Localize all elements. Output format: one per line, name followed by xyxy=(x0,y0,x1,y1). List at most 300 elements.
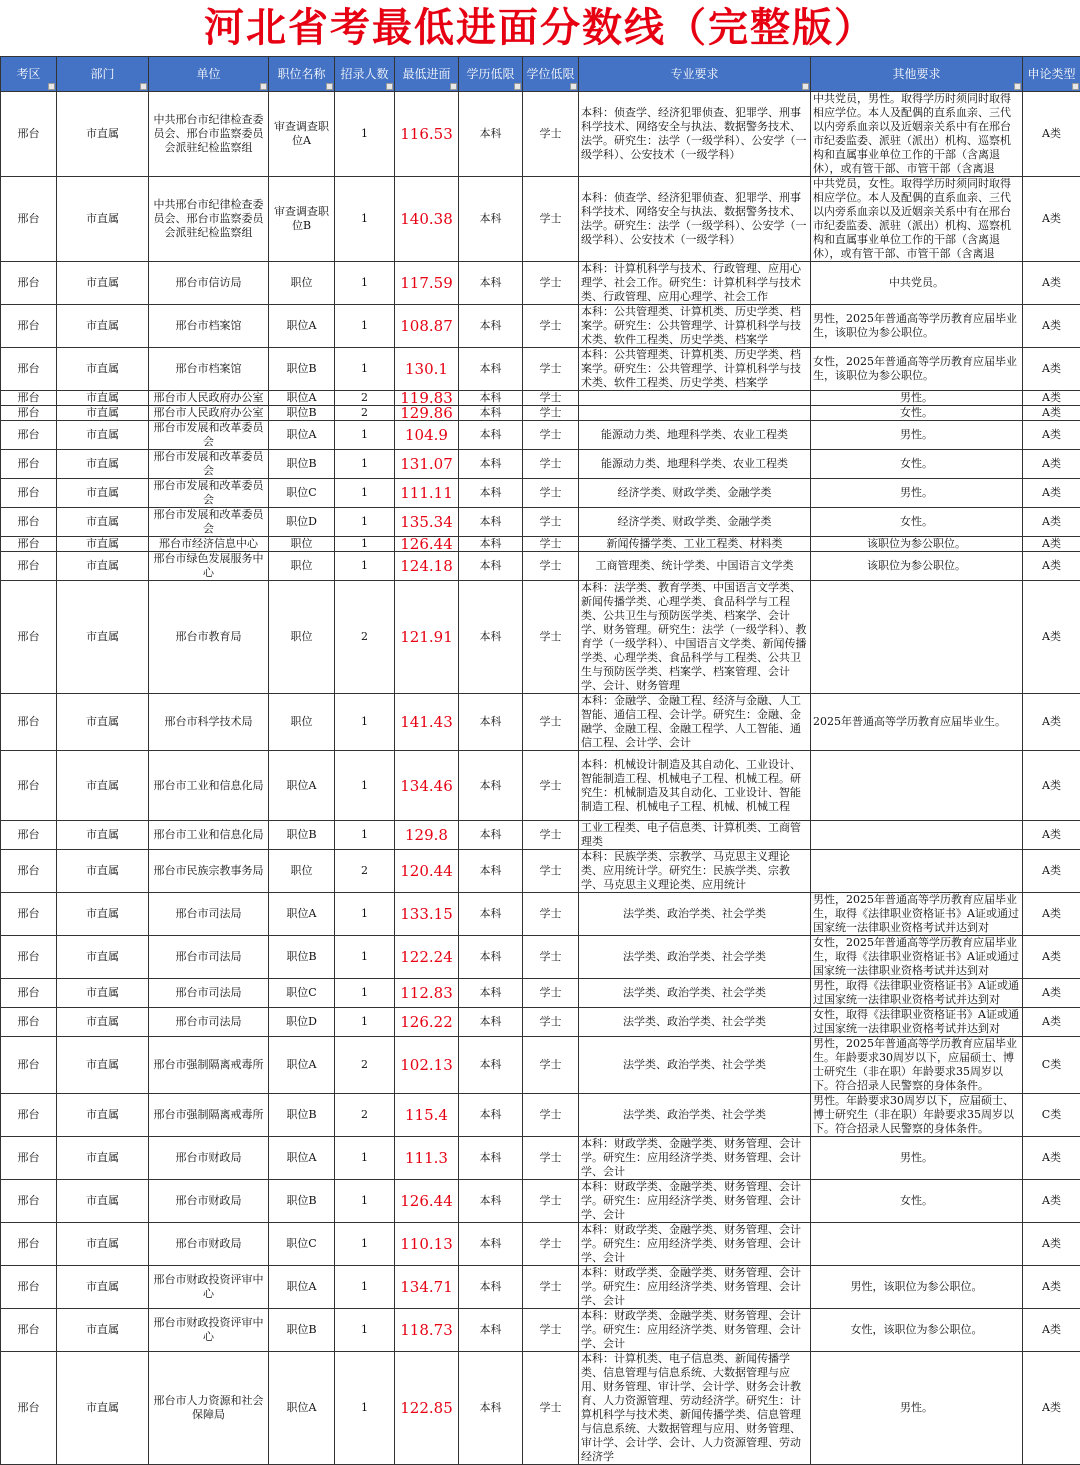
cell-min-score: 134.46 xyxy=(395,751,459,821)
cell-min-degree: 学士 xyxy=(523,177,579,262)
cell-department: 市直属 xyxy=(57,1266,149,1309)
cell-exam-area: 邢台 xyxy=(1,177,57,262)
cell-position-name: 职位A xyxy=(269,893,335,936)
cell-other-requirement: 男性，2025年普通高等学历教育应届毕业生，该职位为参公职位。 xyxy=(811,305,1023,348)
cell-major-requirement: 本科：财政学类、金融学类、财务管理、会计学。研究生：应用经济学类、财务管理、会计学、会计 xyxy=(579,1180,811,1223)
cell-position-name: 职位D xyxy=(269,508,335,537)
cell-unit: 邢台市工业和信息化局 xyxy=(149,821,269,850)
cell-exam-area: 邢台 xyxy=(1,406,57,421)
table-row xyxy=(1,821,1080,850)
cell-exam-area: 邢台 xyxy=(1,581,57,694)
cell-department: 市直属 xyxy=(57,1223,149,1266)
cell-essay-type: C类 xyxy=(1023,1037,1080,1094)
cell-recruit-count: 1 xyxy=(335,694,395,751)
cell-major-requirement: 工商管理类、统计学类、中国语言文学类 xyxy=(579,552,811,581)
table-row xyxy=(1,850,1080,893)
cell-position-name: 职位B xyxy=(269,936,335,979)
cell-recruit-count: 1 xyxy=(335,751,395,821)
cell-unit: 邢台市绿色发展服务中心 xyxy=(149,552,269,581)
cell-min-education: 本科 xyxy=(459,1266,523,1309)
cell-essay-type: C类 xyxy=(1023,1094,1080,1137)
cell-min-education: 本科 xyxy=(459,305,523,348)
cell-min-degree: 学士 xyxy=(523,1137,579,1180)
cell-exam-area: 邢台 xyxy=(1,1180,57,1223)
cell-essay-type: A类 xyxy=(1023,1266,1080,1309)
column-header-min-degree[interactable]: 学位低限 xyxy=(523,57,579,92)
filter-dropdown-icon[interactable] xyxy=(802,83,809,90)
cell-min-score: 134.71 xyxy=(395,1266,459,1309)
cell-other-requirement: 男性。 xyxy=(811,1352,1023,1465)
cell-position-name: 职位 xyxy=(269,552,335,581)
cell-unit: 邢台市财政局 xyxy=(149,1223,269,1266)
table-row xyxy=(1,936,1080,979)
cell-position-name: 职位A xyxy=(269,1352,335,1465)
cell-recruit-count: 1 xyxy=(335,936,395,979)
cell-essay-type: A类 xyxy=(1023,850,1080,893)
cell-unit: 邢台市司法局 xyxy=(149,936,269,979)
cell-major-requirement: 本科：计算机类、电子信息类、新闻传播学类、信息管理与信息系统、大数据管理与应用、财务管理、审计学、会计学、财务会计教育、人力资源管理、劳动经济学。研究生：计算机科学与技术类、新闻传播学类、信息管理与信息系统、大数据管理与应用、财务管理、审计学、会计学、会计、人力资源管理、劳动经济学 xyxy=(579,1352,811,1465)
table-row xyxy=(1,1008,1080,1037)
cell-position-name: 职位 xyxy=(269,694,335,751)
cell-unit: 邢台市人民政府办公室 xyxy=(149,391,269,406)
cell-exam-area: 邢台 xyxy=(1,893,57,936)
cell-position-name: 职位A xyxy=(269,1037,335,1094)
cell-recruit-count: 2 xyxy=(335,581,395,694)
cell-department: 市直属 xyxy=(57,1309,149,1352)
column-header-other-requirement[interactable]: 其他要求 xyxy=(811,57,1023,92)
cell-essay-type: A类 xyxy=(1023,552,1080,581)
cell-department: 市直属 xyxy=(57,936,149,979)
cell-unit: 邢台市档案馆 xyxy=(149,305,269,348)
cell-min-score: 117.59 xyxy=(395,262,459,305)
column-header-department[interactable]: 部门 xyxy=(57,57,149,92)
cell-recruit-count: 1 xyxy=(335,552,395,581)
cell-min-degree: 学士 xyxy=(523,305,579,348)
cell-min-score: 124.18 xyxy=(395,552,459,581)
cell-major-requirement: 经济学类、财政学类、金融学类 xyxy=(579,479,811,508)
cell-other-requirement: 中共党员。 xyxy=(811,262,1023,305)
cell-min-degree: 学士 xyxy=(523,850,579,893)
cell-unit: 邢台市人力资源和社会保障局 xyxy=(149,1352,269,1465)
cell-position-name: 职位 xyxy=(269,850,335,893)
cell-major-requirement: 法学类、政治学类、社会学类 xyxy=(579,1008,811,1037)
cell-min-degree: 学士 xyxy=(523,751,579,821)
cell-essay-type: A类 xyxy=(1023,262,1080,305)
cell-min-education: 本科 xyxy=(459,348,523,391)
cell-major-requirement: 能源动力类、地理科学类、农业工程类 xyxy=(579,421,811,450)
cell-essay-type: A类 xyxy=(1023,391,1080,406)
cell-recruit-count: 1 xyxy=(335,479,395,508)
cell-min-education: 本科 xyxy=(459,508,523,537)
cell-other-requirement: 男性。 xyxy=(811,421,1023,450)
cell-exam-area: 邢台 xyxy=(1,1094,57,1137)
cell-min-score: 112.83 xyxy=(395,979,459,1008)
column-header-essay-type[interactable]: 申论类型 xyxy=(1023,57,1080,92)
cell-position-name: 职位C xyxy=(269,979,335,1008)
cell-major-requirement: 新闻传播学类、工业工程类、材料类 xyxy=(579,537,811,552)
cell-department: 市直属 xyxy=(57,552,149,581)
cell-position-name: 职位A xyxy=(269,751,335,821)
cell-essay-type: A类 xyxy=(1023,1008,1080,1037)
cell-unit: 邢台市经济信息中心 xyxy=(149,537,269,552)
cell-department: 市直属 xyxy=(57,406,149,421)
cell-essay-type: A类 xyxy=(1023,177,1080,262)
cell-department: 市直属 xyxy=(57,479,149,508)
cell-min-score: 129.86 xyxy=(395,406,459,421)
filter-dropdown-icon[interactable] xyxy=(386,83,393,90)
cell-other-requirement: 男性。 xyxy=(811,479,1023,508)
cell-min-education: 本科 xyxy=(459,1094,523,1137)
filter-dropdown-icon[interactable] xyxy=(260,83,267,90)
cell-recruit-count: 2 xyxy=(335,850,395,893)
cell-exam-area: 邢台 xyxy=(1,1008,57,1037)
cell-major-requirement: 本科：法学类、教育学类、中国语言文学类、新闻传播学类、心理学类、食品科学与工程类、公共卫生与预防医学类、档案学、会计学、财务管理。研究生：法学（一级学科）、教育学（一级学科）、中国语言文学类、新闻传播学类、心理学类、食品科学与工程类、公共卫生与预防医学类、档案学、档案管理、会计学、会计、财务管理 xyxy=(579,581,811,694)
table-row xyxy=(1,581,1080,694)
cell-department: 市直属 xyxy=(57,1008,149,1037)
cell-exam-area: 邢台 xyxy=(1,751,57,821)
cell-exam-area: 邢台 xyxy=(1,552,57,581)
cell-essay-type: A类 xyxy=(1023,936,1080,979)
cell-major-requirement: 经济学类、财政学类、金融学类 xyxy=(579,508,811,537)
cell-recruit-count: 1 xyxy=(335,821,395,850)
column-header-min-score[interactable]: 最低进面 xyxy=(395,57,459,92)
cell-major-requirement: 法学类、政治学类、社会学类 xyxy=(579,1094,811,1137)
cell-other-requirement xyxy=(811,1223,1023,1266)
table-row xyxy=(1,1309,1080,1352)
cell-unit: 邢台市财政投资评审中心 xyxy=(149,1309,269,1352)
cell-unit: 邢台市司法局 xyxy=(149,979,269,1008)
cell-department: 市直属 xyxy=(57,850,149,893)
filter-dropdown-icon[interactable] xyxy=(570,83,577,90)
cell-min-education: 本科 xyxy=(459,850,523,893)
cell-exam-area: 邢台 xyxy=(1,1309,57,1352)
cell-recruit-count: 2 xyxy=(335,1094,395,1137)
cell-exam-area: 邢台 xyxy=(1,305,57,348)
cell-position-name: 职位 xyxy=(269,537,335,552)
cell-min-education: 本科 xyxy=(459,450,523,479)
cell-min-score: 119.83 xyxy=(395,391,459,406)
cell-other-requirement xyxy=(811,850,1023,893)
cell-exam-area: 邢台 xyxy=(1,450,57,479)
cell-major-requirement: 法学类、政治学类、社会学类 xyxy=(579,1037,811,1094)
cell-unit: 邢台市人民政府办公室 xyxy=(149,406,269,421)
cell-min-degree: 学士 xyxy=(523,581,579,694)
cell-recruit-count: 1 xyxy=(335,893,395,936)
table-row xyxy=(1,537,1080,552)
cell-min-education: 本科 xyxy=(459,1037,523,1094)
cell-other-requirement: 女性。 xyxy=(811,450,1023,479)
table-row xyxy=(1,1037,1080,1094)
cell-min-score: 133.15 xyxy=(395,893,459,936)
filter-dropdown-icon[interactable] xyxy=(514,83,521,90)
cell-min-score: 104.9 xyxy=(395,421,459,450)
cell-recruit-count: 1 xyxy=(335,1137,395,1180)
column-header-unit[interactable]: 单位 xyxy=(149,57,269,92)
cell-other-requirement: 男性，取得《法律职业资格证书》A证或通过国家统一法律职业资格考试并达到对 xyxy=(811,979,1023,1008)
table-row xyxy=(1,479,1080,508)
table-row xyxy=(1,421,1080,450)
cell-min-degree: 学士 xyxy=(523,893,579,936)
column-header-min-education[interactable]: 学历低限 xyxy=(459,57,523,92)
cell-min-score: 116.53 xyxy=(395,92,459,177)
cell-min-score: 121.91 xyxy=(395,581,459,694)
cell-min-score: 135.34 xyxy=(395,508,459,537)
column-header-major-requirement[interactable]: 专业要求 xyxy=(579,57,811,92)
cell-position-name: 职位B xyxy=(269,450,335,479)
cell-min-degree: 学士 xyxy=(523,479,579,508)
cell-department: 市直属 xyxy=(57,979,149,1008)
cell-unit: 邢台市教育局 xyxy=(149,581,269,694)
cell-min-education: 本科 xyxy=(459,177,523,262)
cell-unit: 邢台市发展和改革委员会 xyxy=(149,450,269,479)
cell-essay-type: A类 xyxy=(1023,1137,1080,1180)
cell-exam-area: 邢台 xyxy=(1,694,57,751)
cell-major-requirement: 本科：侦查学、经济犯罪侦查、犯罪学、刑事科学技术、网络安全与执法、数据警务技术、法学。研究生：法学（一级学科）、公安学（一级学科）、公安技术（一级学科） xyxy=(579,92,811,177)
cell-min-score: 122.24 xyxy=(395,936,459,979)
cell-min-score: 126.44 xyxy=(395,537,459,552)
cell-min-degree: 学士 xyxy=(523,694,579,751)
cell-department: 市直属 xyxy=(57,177,149,262)
filter-dropdown-icon[interactable] xyxy=(450,83,457,90)
cell-min-score: 118.73 xyxy=(395,1309,459,1352)
cell-min-education: 本科 xyxy=(459,936,523,979)
cell-min-education: 本科 xyxy=(459,893,523,936)
cell-essay-type: A类 xyxy=(1023,479,1080,508)
page-title: 河北省考最低进面分数线（完整版） xyxy=(0,0,1080,56)
cell-min-education: 本科 xyxy=(459,92,523,177)
table-row xyxy=(1,1352,1080,1465)
cell-min-degree: 学士 xyxy=(523,1309,579,1352)
cell-min-education: 本科 xyxy=(459,479,523,508)
cell-unit: 邢台市强制隔离戒毒所 xyxy=(149,1037,269,1094)
cell-essay-type: A类 xyxy=(1023,751,1080,821)
cell-major-requirement: 本科：金融学、金融工程、经济与金融、人工智能、通信工程、会计学。研究生：金融、金融学、金融工程、金融工程学、人工智能、通信工程、会计学、会计 xyxy=(579,694,811,751)
cell-other-requirement: 女性。 xyxy=(811,508,1023,537)
cell-other-requirement xyxy=(811,581,1023,694)
cell-department: 市直属 xyxy=(57,391,149,406)
cell-exam-area: 邢台 xyxy=(1,821,57,850)
cell-department: 市直属 xyxy=(57,421,149,450)
cell-department: 市直属 xyxy=(57,694,149,751)
cell-unit: 邢台市司法局 xyxy=(149,1008,269,1037)
cell-position-name: 职位B xyxy=(269,348,335,391)
column-header-exam-area[interactable]: 考区 xyxy=(1,57,57,92)
table-row xyxy=(1,92,1080,177)
cell-position-name: 职位B xyxy=(269,1309,335,1352)
cell-other-requirement: 男性。 xyxy=(811,391,1023,406)
cell-other-requirement: 男性，2025年普通高等学历教育应届毕业生，取得《法律职业资格证书》A证或通过国家统一法律职业资格考试并达到对 xyxy=(811,893,1023,936)
cell-min-education: 本科 xyxy=(459,406,523,421)
cell-major-requirement: 本科：财政学类、金融学类、财务管理、会计学。研究生：应用经济学类、财务管理、会计学、会计 xyxy=(579,1223,811,1266)
table-row xyxy=(1,751,1080,821)
cell-recruit-count: 1 xyxy=(335,1008,395,1037)
cell-department: 市直属 xyxy=(57,1037,149,1094)
cell-other-requirement xyxy=(811,821,1023,850)
column-header-position-name[interactable]: 职位名称 xyxy=(269,57,335,92)
cell-position-name: 职位A xyxy=(269,1137,335,1180)
cell-other-requirement: 男性。年龄要求30周岁以下，应届硕士、博士研究生（非在职）年龄要求35周岁以下。符合招录人民警察的身体条件。 xyxy=(811,1094,1023,1137)
cell-min-education: 本科 xyxy=(459,552,523,581)
cell-min-education: 本科 xyxy=(459,391,523,406)
cell-min-score: 126.22 xyxy=(395,1008,459,1037)
filter-dropdown-icon[interactable] xyxy=(1014,83,1021,90)
cell-recruit-count: 1 xyxy=(335,537,395,552)
cell-exam-area: 邢台 xyxy=(1,479,57,508)
filter-dropdown-icon[interactable] xyxy=(140,83,147,90)
table-row xyxy=(1,406,1080,421)
cell-position-name: 职位A xyxy=(269,1266,335,1309)
cell-position-name: 职位 xyxy=(269,581,335,694)
cell-recruit-count: 1 xyxy=(335,305,395,348)
cell-min-score: 140.38 xyxy=(395,177,459,262)
cell-department: 市直属 xyxy=(57,1352,149,1465)
cell-min-education: 本科 xyxy=(459,1352,523,1465)
cell-recruit-count: 1 xyxy=(335,177,395,262)
cell-major-requirement: 本科：公共管理类、计算机类、历史学类、档案学。研究生：公共管理学、计算机科学与技术类、软件工程类、历史学类、档案学 xyxy=(579,305,811,348)
cell-exam-area: 邢台 xyxy=(1,850,57,893)
cell-major-requirement: 本科：财政学类、金融学类、财务管理、会计学。研究生：应用经济学类、财务管理、会计学、会计 xyxy=(579,1266,811,1309)
cell-min-education: 本科 xyxy=(459,537,523,552)
cell-position-name: 审查调查职位A xyxy=(269,92,335,177)
cell-min-education: 本科 xyxy=(459,1309,523,1352)
cell-department: 市直属 xyxy=(57,1094,149,1137)
table-row xyxy=(1,979,1080,1008)
cell-min-score: 110.13 xyxy=(395,1223,459,1266)
cell-min-degree: 学士 xyxy=(523,1180,579,1223)
cell-essay-type: A类 xyxy=(1023,1180,1080,1223)
cell-min-degree: 学士 xyxy=(523,92,579,177)
cell-exam-area: 邢台 xyxy=(1,936,57,979)
cell-min-education: 本科 xyxy=(459,821,523,850)
cell-recruit-count: 1 xyxy=(335,1180,395,1223)
cell-min-education: 本科 xyxy=(459,1180,523,1223)
cell-department: 市直属 xyxy=(57,508,149,537)
cell-department: 市直属 xyxy=(57,348,149,391)
cell-min-education: 本科 xyxy=(459,1223,523,1266)
column-header-recruit-count[interactable]: 招录人数 xyxy=(335,57,395,92)
cell-min-education: 本科 xyxy=(459,1137,523,1180)
table-row xyxy=(1,694,1080,751)
cell-exam-area: 邢台 xyxy=(1,92,57,177)
cell-recruit-count: 1 xyxy=(335,421,395,450)
table-row xyxy=(1,552,1080,581)
cell-essay-type: A类 xyxy=(1023,421,1080,450)
cell-min-degree: 学士 xyxy=(523,1223,579,1266)
cell-essay-type: A类 xyxy=(1023,581,1080,694)
cell-other-requirement: 女性，2025年普通高等学历教育应届毕业生，该职位为参公职位。 xyxy=(811,348,1023,391)
cell-other-requirement: 女性，2025年普通高等学历教育应届毕业生，取得《法律职业资格证书》A证或通过国家统一法律职业资格考试并达到对 xyxy=(811,936,1023,979)
cell-unit: 邢台市发展和改革委员会 xyxy=(149,508,269,537)
cell-min-degree: 学士 xyxy=(523,821,579,850)
table-row xyxy=(1,1094,1080,1137)
cell-other-requirement: 男性。 xyxy=(811,1137,1023,1180)
cell-other-requirement: 女性。 xyxy=(811,406,1023,421)
table-row xyxy=(1,1137,1080,1180)
cell-unit: 邢台市发展和改革委员会 xyxy=(149,421,269,450)
cell-exam-area: 邢台 xyxy=(1,508,57,537)
table-row xyxy=(1,1223,1080,1266)
cell-position-name: 职位A xyxy=(269,305,335,348)
cell-major-requirement: 本科：财政学类、金融学类、财务管理、会计学。研究生：应用经济学类、财务管理、会计学、会计 xyxy=(579,1137,811,1180)
cell-other-requirement: 女性，该职位为参公职位。 xyxy=(811,1309,1023,1352)
cell-position-name: 职位B xyxy=(269,1180,335,1223)
filter-dropdown-icon[interactable] xyxy=(326,83,333,90)
cell-major-requirement: 本科：公共管理类、计算机类、历史学类、档案学。研究生：公共管理学、计算机科学与技术类、软件工程类、历史学类、档案学 xyxy=(579,348,811,391)
cell-min-score: 115.4 xyxy=(395,1094,459,1137)
cell-major-requirement: 法学类、政治学类、社会学类 xyxy=(579,979,811,1008)
cell-exam-area: 邢台 xyxy=(1,421,57,450)
cell-department: 市直属 xyxy=(57,821,149,850)
cell-min-degree: 学士 xyxy=(523,348,579,391)
cell-essay-type: A类 xyxy=(1023,821,1080,850)
cell-min-score: 120.44 xyxy=(395,850,459,893)
cell-major-requirement: 法学类、政治学类、社会学类 xyxy=(579,936,811,979)
cell-other-requirement: 女性，取得《法律职业资格证书》A证或通过国家统一法律职业资格考试并达到对 xyxy=(811,1008,1023,1037)
filter-dropdown-icon[interactable] xyxy=(48,83,55,90)
cell-department: 市直属 xyxy=(57,751,149,821)
cell-unit: 邢台市司法局 xyxy=(149,893,269,936)
cell-department: 市直属 xyxy=(57,537,149,552)
cell-min-score: 111.3 xyxy=(395,1137,459,1180)
cell-min-score: 129.8 xyxy=(395,821,459,850)
cell-position-name: 职位B xyxy=(269,821,335,850)
cell-min-score: 130.1 xyxy=(395,348,459,391)
table-row xyxy=(1,305,1080,348)
cell-min-degree: 学士 xyxy=(523,979,579,1008)
cell-min-degree: 学士 xyxy=(523,1094,579,1137)
cell-min-degree: 学士 xyxy=(523,1037,579,1094)
cell-department: 市直属 xyxy=(57,581,149,694)
cell-exam-area: 邢台 xyxy=(1,1037,57,1094)
table-row xyxy=(1,1266,1080,1309)
cell-recruit-count: 2 xyxy=(335,1037,395,1094)
cell-exam-area: 邢台 xyxy=(1,979,57,1008)
cell-essay-type: A类 xyxy=(1023,537,1080,552)
table-row xyxy=(1,893,1080,936)
cell-recruit-count: 1 xyxy=(335,1352,395,1465)
cell-unit: 邢台市民族宗教事务局 xyxy=(149,850,269,893)
cell-other-requirement xyxy=(811,751,1023,821)
cell-recruit-count: 2 xyxy=(335,391,395,406)
cell-department: 市直属 xyxy=(57,1137,149,1180)
cell-min-score: 111.11 xyxy=(395,479,459,508)
table-row xyxy=(1,1180,1080,1223)
cell-other-requirement: 该职位为参公职位。 xyxy=(811,552,1023,581)
table-row xyxy=(1,177,1080,262)
cell-exam-area: 邢台 xyxy=(1,1352,57,1465)
cell-exam-area: 邢台 xyxy=(1,1223,57,1266)
cell-min-education: 本科 xyxy=(459,979,523,1008)
cell-min-education: 本科 xyxy=(459,1008,523,1037)
cell-exam-area: 邢台 xyxy=(1,262,57,305)
cell-min-degree: 学士 xyxy=(523,1008,579,1037)
cell-major-requirement: 本科：机械设计制造及其自动化、工业设计、智能制造工程、机械电子工程、机械工程。研究生：机械制造及其自动化、工业设计、智能制造工程、机械电子工程、机械、机械工程 xyxy=(579,751,811,821)
table-body xyxy=(1,92,1080,1465)
cell-recruit-count: 1 xyxy=(335,979,395,1008)
cell-major-requirement: 工业工程类、电子信息类、计算机类、工商管理类 xyxy=(579,821,811,850)
header-row xyxy=(1,57,1080,92)
filter-dropdown-icon[interactable] xyxy=(1072,83,1079,90)
cell-position-name: 职位A xyxy=(269,421,335,450)
cell-min-education: 本科 xyxy=(459,421,523,450)
cell-position-name: 职位B xyxy=(269,406,335,421)
cell-min-education: 本科 xyxy=(459,262,523,305)
cell-min-degree: 学士 xyxy=(523,406,579,421)
cell-department: 市直属 xyxy=(57,92,149,177)
cell-unit: 邢台市财政局 xyxy=(149,1180,269,1223)
cell-department: 市直属 xyxy=(57,262,149,305)
cell-department: 市直属 xyxy=(57,1180,149,1223)
